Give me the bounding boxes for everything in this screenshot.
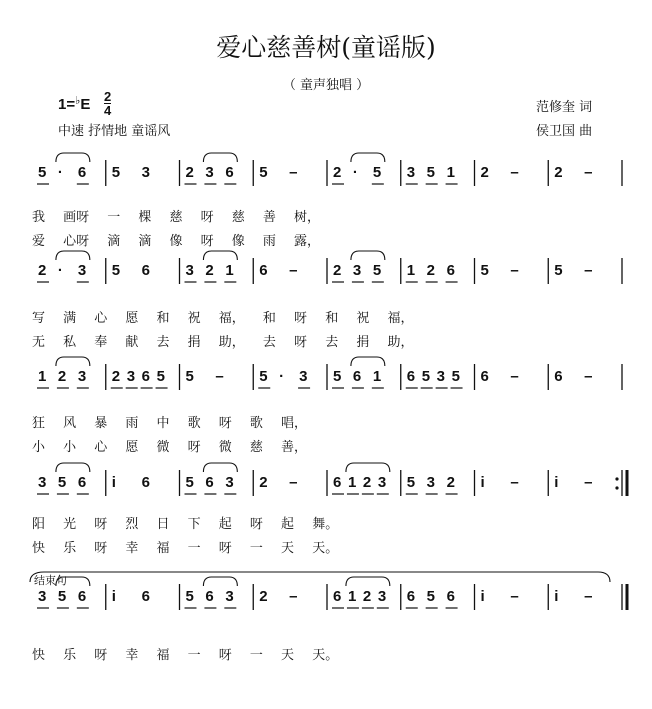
note: 1 [38, 368, 47, 385]
note: – [510, 164, 519, 181]
slur [203, 251, 237, 260]
repeat-dot [615, 486, 618, 489]
lyric-line: 快 乐 呀 幸 福 一 呀 一 天 天。 [32, 648, 339, 663]
note: 3 [38, 588, 47, 605]
note: 2 [259, 588, 268, 605]
slur [56, 153, 90, 162]
note: – [510, 588, 519, 605]
note: 5 [451, 368, 460, 385]
note: 5 [185, 368, 194, 385]
note: 3 [377, 474, 387, 491]
note: 5 [111, 262, 121, 279]
note: 2 [205, 262, 214, 279]
note: 3 [141, 164, 150, 181]
note: 5 [372, 164, 382, 181]
note: 5 [259, 164, 268, 181]
note: 6 [406, 368, 416, 385]
note: – [584, 262, 593, 279]
note: 2 [446, 474, 455, 491]
note: – [510, 262, 519, 279]
lyric-line: 我 画呀 一 棵 慈 呀 慈 善 树， [32, 210, 321, 225]
note: 3 [225, 474, 234, 491]
note: 2 [38, 262, 47, 279]
time-signature-top: 2 [104, 89, 112, 104]
note: – [510, 474, 519, 491]
slur [351, 251, 385, 260]
slur [203, 463, 237, 472]
note: 6 [446, 262, 455, 279]
note: – [289, 588, 298, 605]
note: 3 [352, 262, 362, 279]
lyric-line: 阳 光 呀 烈 日 下 起 呀 起 舞。 [32, 517, 339, 532]
note: i [554, 588, 559, 605]
note: i [554, 474, 559, 491]
lyric-line: 无 私 奉 献 去 捐 助， 去 呀 去 捐 助， [32, 335, 414, 350]
note: 2 [333, 164, 342, 181]
note: 2 [362, 474, 372, 491]
note: 5 [38, 164, 47, 181]
note: 2 [111, 368, 121, 385]
note: 6 [406, 588, 416, 605]
note: – [584, 368, 593, 385]
tempo-marking: 中速 抒情地 童谣风 [58, 124, 171, 139]
note: 3 [377, 588, 387, 605]
note: 5 [185, 588, 194, 605]
note: – [289, 164, 298, 181]
note: 5 [333, 368, 342, 385]
repeat-dot [615, 477, 618, 480]
note: 6 [77, 474, 87, 491]
note: 6 [333, 474, 342, 491]
note: 3 [77, 262, 87, 279]
note: 6 [446, 588, 455, 605]
note: 1 [347, 588, 357, 605]
note: 1 [225, 262, 234, 279]
note: 5 [259, 368, 268, 385]
coda-bracket [30, 572, 610, 582]
lyric-line: 狂 风 暴 雨 中 歌 呀 歌 唱， [32, 416, 308, 431]
note: 3 [185, 262, 194, 279]
note: 5 [57, 588, 67, 605]
note: 1 [406, 262, 416, 279]
note: 6 [141, 262, 150, 279]
composer-credit: 侯卫国 曲 [536, 124, 593, 139]
lyric-line: 小 小 心 愿 微 呀 微 慈 善， [32, 440, 308, 455]
note: 3 [205, 164, 214, 181]
slur [203, 577, 237, 586]
lyric-line: 爱 心呀 滴 滴 像 呀 像 雨 露， [32, 234, 321, 249]
slur [351, 357, 385, 366]
lyric-line: 快 乐 呀 幸 福 一 呀 一 天 天。 [32, 541, 339, 556]
note: · [352, 164, 358, 181]
key-prefix: 1= [58, 96, 76, 113]
note: 1 [446, 164, 455, 181]
note: – [289, 474, 298, 491]
note: i [111, 588, 116, 605]
note: · [279, 368, 285, 385]
note: 1 [372, 368, 382, 385]
note: 3 [426, 474, 435, 491]
note: – [584, 474, 593, 491]
note: 2 [57, 368, 67, 385]
note: – [584, 588, 593, 605]
note: – [584, 164, 593, 181]
note: 2 [333, 262, 342, 279]
note: 6 [141, 368, 150, 385]
note: 6 [333, 588, 342, 605]
note: 3 [38, 474, 47, 491]
note: · [57, 164, 63, 181]
note: 6 [554, 368, 563, 385]
note: i [480, 474, 485, 491]
lyric-line: 写 满 心 愿 和 祝 福， 和 呀 和 祝 福， [32, 311, 414, 326]
note: 5 [554, 262, 563, 279]
note: 5 [372, 262, 382, 279]
note: 5 [185, 474, 194, 491]
note: 1 [347, 474, 357, 491]
slur [56, 251, 90, 260]
time-signature-bottom: 4 [104, 103, 112, 118]
note: 6 [205, 474, 214, 491]
slur [203, 153, 237, 162]
note: 2 [554, 164, 563, 181]
note: 6 [352, 368, 362, 385]
note: 6 [225, 164, 234, 181]
note: 2 [362, 588, 372, 605]
note: 5 [426, 164, 435, 181]
note: 2 [426, 262, 435, 279]
note: 2 [185, 164, 194, 181]
song-title: 爱心慈善树(童谣版) [216, 33, 436, 62]
note: 5 [421, 368, 431, 385]
slur [56, 357, 90, 366]
note: · [57, 262, 63, 279]
note: 6 [77, 164, 87, 181]
note: 5 [111, 164, 121, 181]
note: i [111, 474, 116, 491]
note: 5 [426, 588, 435, 605]
note: 6 [141, 474, 150, 491]
note: 5 [480, 262, 489, 279]
note: 3 [77, 368, 87, 385]
note: 5 [406, 474, 416, 491]
note: 3 [406, 164, 416, 181]
note: 6 [77, 588, 87, 605]
note: 6 [480, 368, 489, 385]
key-note: E [80, 96, 91, 113]
note: 3 [126, 368, 136, 385]
note: 2 [480, 164, 489, 181]
note: 6 [259, 262, 268, 279]
note: 5 [156, 368, 165, 385]
coda-label: 结束句 [34, 574, 67, 587]
slur [346, 463, 390, 472]
note: 5 [57, 474, 67, 491]
slur [351, 153, 385, 162]
lyricist-credit: 范修奎 词 [536, 100, 593, 115]
slur [346, 577, 390, 586]
note: 6 [141, 588, 150, 605]
slur [56, 463, 90, 472]
song-subtitle: （ 童声独唱 ） [282, 78, 370, 93]
note: i [480, 588, 485, 605]
note: – [510, 368, 519, 385]
note: 3 [299, 368, 308, 385]
note: – [289, 262, 298, 279]
note: 3 [225, 588, 234, 605]
note: 3 [436, 368, 445, 385]
note: 6 [205, 588, 214, 605]
flat-sign: ♭ [75, 95, 81, 107]
note: – [215, 368, 224, 385]
note: 2 [259, 474, 268, 491]
